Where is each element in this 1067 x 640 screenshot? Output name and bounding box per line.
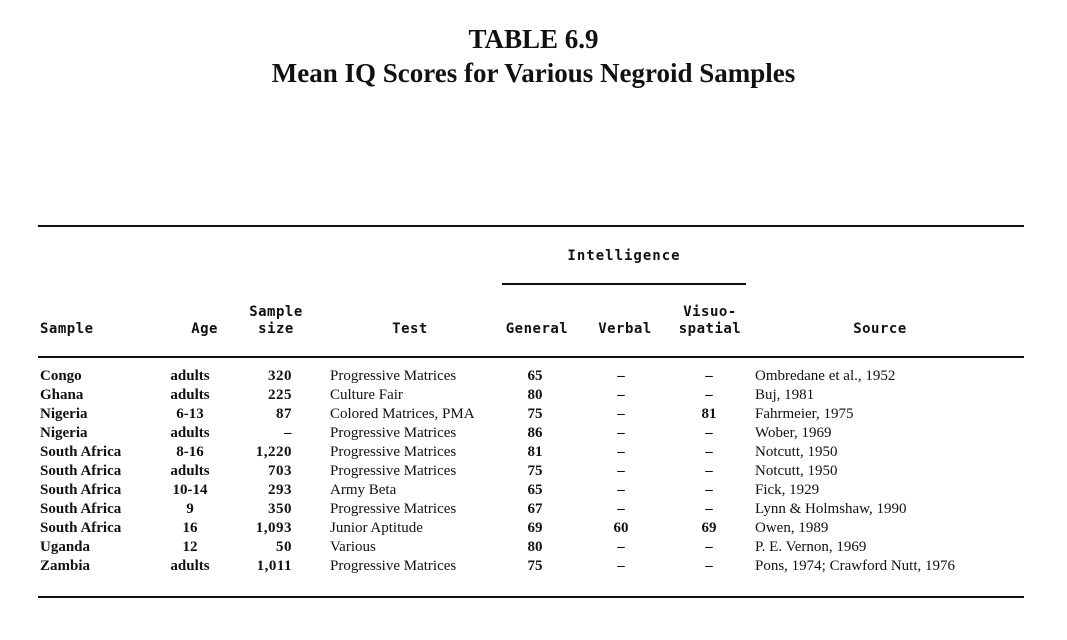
cell-sample-size: 1,011 xyxy=(256,558,292,574)
top-rule xyxy=(38,225,1024,227)
cell-test: Culture Fair xyxy=(330,387,403,403)
table-row xyxy=(0,481,1067,500)
header-general: General xyxy=(505,321,569,337)
cell-age: 6-13 xyxy=(176,406,204,422)
cell-general: 75 xyxy=(527,463,543,479)
cell-source: Fahrmeier, 1975 xyxy=(755,406,854,422)
header-sample-size xyxy=(236,304,316,338)
cell-general: 65 xyxy=(527,368,543,384)
cell-sample-size: – xyxy=(284,425,292,441)
cell-source: Notcutt, 1950 xyxy=(755,444,838,460)
header-sample-size-line1: Sample xyxy=(249,304,303,320)
cell-visuospatial: – xyxy=(705,463,713,479)
cell-general: 75 xyxy=(527,558,543,574)
cell-visuospatial: 81 xyxy=(701,406,717,422)
cell-verbal: – xyxy=(617,425,625,441)
cell-visuospatial: 69 xyxy=(701,520,717,536)
cell-sample-size: 350 xyxy=(268,501,292,517)
cell-test: Progressive Matrices xyxy=(330,501,457,517)
cell-verbal: – xyxy=(617,387,625,403)
cell-general: 69 xyxy=(527,520,543,536)
cell-sample: Nigeria xyxy=(40,406,88,422)
cell-age: 16 xyxy=(182,520,198,536)
cell-verbal: – xyxy=(617,444,625,460)
cell-sample: Ghana xyxy=(40,387,84,403)
cell-verbal: – xyxy=(617,368,625,384)
cell-verbal: – xyxy=(617,463,625,479)
cell-visuospatial: – xyxy=(705,444,713,460)
cell-general: 86 xyxy=(527,425,543,441)
table-body xyxy=(0,367,1067,576)
cell-age: 12 xyxy=(182,539,198,555)
table-row xyxy=(0,500,1067,519)
table-title xyxy=(0,22,1067,90)
cell-source: Notcutt, 1950 xyxy=(755,463,838,479)
cell-source: P. E. Vernon, 1969 xyxy=(755,539,867,555)
cell-test: Various xyxy=(330,539,376,555)
cell-sample: Zambia xyxy=(40,558,91,574)
intelligence-group-header: Intelligence xyxy=(567,248,681,264)
cell-visuospatial: – xyxy=(705,368,713,384)
cell-general: 67 xyxy=(527,501,543,517)
header-age: Age xyxy=(191,321,218,337)
cell-source: Fick, 1929 xyxy=(755,482,820,498)
cell-test: Progressive Matrices xyxy=(330,444,457,460)
cell-general: 81 xyxy=(527,444,543,460)
cell-sample: South Africa xyxy=(40,444,122,460)
cell-visuospatial: – xyxy=(705,501,713,517)
cell-test: Army Beta xyxy=(330,482,397,498)
cell-test: Colored Matrices, PMA xyxy=(330,406,475,422)
header-sample: Sample xyxy=(40,321,94,337)
header-sample-size-line2: size xyxy=(258,321,294,337)
cell-age: 8-16 xyxy=(176,444,204,460)
cell-general: 80 xyxy=(527,387,543,403)
header-visuospatial-line2: spatial xyxy=(678,321,742,337)
header-visuospatial xyxy=(670,304,750,338)
bottom-rule xyxy=(38,596,1024,598)
cell-age: 9 xyxy=(186,501,194,517)
cell-verbal: – xyxy=(617,558,625,574)
cell-visuospatial: – xyxy=(705,387,713,403)
cell-sample-size: 293 xyxy=(268,482,292,498)
cell-verbal: – xyxy=(617,406,625,422)
cell-sample: South Africa xyxy=(40,501,122,517)
table-caption: Mean IQ Scores for Various Negroid Samples xyxy=(271,58,796,88)
cell-general: 75 xyxy=(527,406,543,422)
cell-age: adults xyxy=(170,463,210,479)
cell-test: Progressive Matrices xyxy=(330,368,457,384)
cell-source: Wober, 1969 xyxy=(755,425,832,441)
header-verbal: Verbal xyxy=(598,321,652,337)
cell-sample-size: 87 xyxy=(276,406,292,422)
cell-age: adults xyxy=(170,558,210,574)
cell-test: Progressive Matrices xyxy=(330,558,457,574)
cell-visuospatial: – xyxy=(705,482,713,498)
cell-source: Buj, 1981 xyxy=(755,387,815,403)
cell-visuospatial: – xyxy=(705,539,713,555)
cell-verbal: 60 xyxy=(613,520,629,536)
table-row xyxy=(0,367,1067,386)
cell-sample-size: 225 xyxy=(268,387,292,403)
cell-source: Ombredane et al., 1952 xyxy=(755,368,896,384)
cell-verbal: – xyxy=(617,539,625,555)
table-row xyxy=(0,424,1067,443)
cell-visuospatial: – xyxy=(705,558,713,574)
header-rule xyxy=(38,356,1024,358)
cell-test: Junior Aptitude xyxy=(330,520,423,536)
cell-sample-size: 1,220 xyxy=(255,444,292,460)
header-visuospatial-line1: Visuo- xyxy=(683,304,737,320)
cell-age: 10-14 xyxy=(172,482,208,498)
cell-sample: South Africa xyxy=(40,463,122,479)
cell-sample-size: 50 xyxy=(276,539,292,555)
cell-sample-size: 320 xyxy=(268,368,292,384)
header-source: Source xyxy=(853,321,907,337)
cell-sample: Uganda xyxy=(40,539,91,555)
cell-visuospatial: – xyxy=(705,425,713,441)
cell-sample: Nigeria xyxy=(40,425,88,441)
table-row xyxy=(0,557,1067,576)
cell-age: adults xyxy=(170,425,210,441)
cell-sample-size: 1,093 xyxy=(255,520,292,536)
cell-source: Owen, 1989 xyxy=(755,520,829,536)
table-number: TABLE 6.9 xyxy=(468,24,599,54)
cell-verbal: – xyxy=(617,501,625,517)
cell-sample: South Africa xyxy=(40,520,122,536)
cell-source: Lynn & Holmshaw, 1990 xyxy=(755,501,907,517)
cell-sample: South Africa xyxy=(40,482,122,498)
cell-test: Progressive Matrices xyxy=(330,463,457,479)
cell-general: 65 xyxy=(527,482,543,498)
table-row xyxy=(0,443,1067,462)
cell-general: 80 xyxy=(527,539,543,555)
table-row xyxy=(0,405,1067,424)
table-row xyxy=(0,386,1067,405)
cell-verbal: – xyxy=(617,482,625,498)
cell-sample: Congo xyxy=(40,368,82,384)
table-row xyxy=(0,519,1067,538)
cell-source: Pons, 1974; Crawford Nutt, 1976 xyxy=(755,558,955,574)
header-test: Test xyxy=(392,321,428,337)
intelligence-group-rule xyxy=(502,283,746,285)
cell-sample-size: 703 xyxy=(268,463,292,479)
table-row xyxy=(0,462,1067,481)
cell-age: adults xyxy=(170,368,210,384)
table-row xyxy=(0,538,1067,557)
cell-test: Progressive Matrices xyxy=(330,425,457,441)
cell-age: adults xyxy=(170,387,210,403)
